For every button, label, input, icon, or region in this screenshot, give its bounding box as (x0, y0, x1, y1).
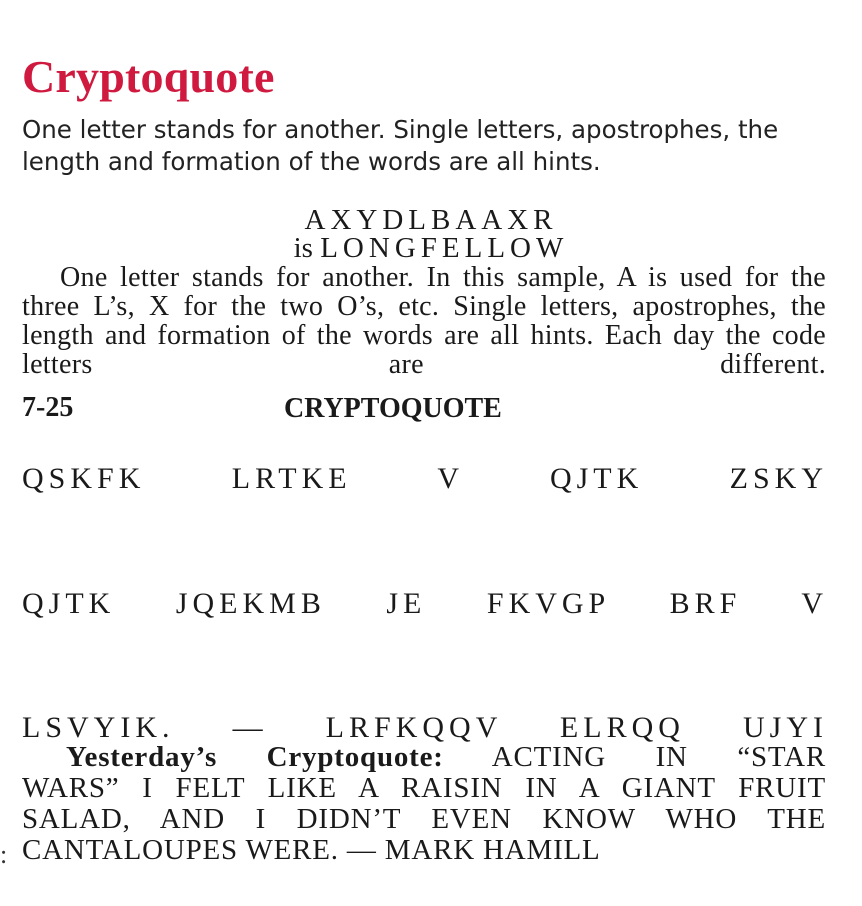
explanation (22, 263, 826, 379)
cipher-line: QJTK JQEKMB JE FKVGP BRF V (22, 587, 828, 620)
explanation-text: One letter stands for another. In this sample, A is used for the three L’s, X for the two O’s, etc. Single letters, apostrophes, the length and formation of the words are all hints. Each day the code letters are different. (22, 262, 826, 380)
edge-mark: : (0, 840, 8, 869)
yesterday-line: WARS” I FELT LIKE A RAISIN IN A GIANT FRUIT (22, 772, 826, 804)
intro-text: One letter stands for another. Single letters, apostrophes, the length and formation of the words are all hints. (22, 115, 779, 176)
sample-code: AXYDLBAAXR (304, 204, 558, 236)
cipher-line: QSKFK LRTKE V QJTK ZSKY (22, 462, 828, 495)
yesterday-answer (22, 742, 826, 866)
sample-answer-word: LONGFELLOW (320, 232, 569, 264)
page-title: Cryptoquote (22, 51, 275, 102)
yesterday-label: Yesterday’s Cryptoquote: (66, 741, 444, 773)
cipher-line: LSVYIK. — LRFKQQV ELRQQ UJYI (22, 711, 828, 744)
sample-answer (0, 232, 862, 265)
puzzle-heading: CRYPTOQUOTE (284, 393, 502, 424)
sample-is-label: is (293, 232, 313, 264)
yesterday-line: Yesterday’s Cryptoquote: ACTING IN “STAR (66, 741, 826, 773)
yesterday-line: SALAD, AND I DIDN’T EVEN KNOW WHO THE (22, 803, 826, 835)
yesterday-line: CANTALOUPES WERE. — MARK HAMILL (22, 834, 601, 866)
puzzle-date: 7-25 (22, 392, 74, 423)
